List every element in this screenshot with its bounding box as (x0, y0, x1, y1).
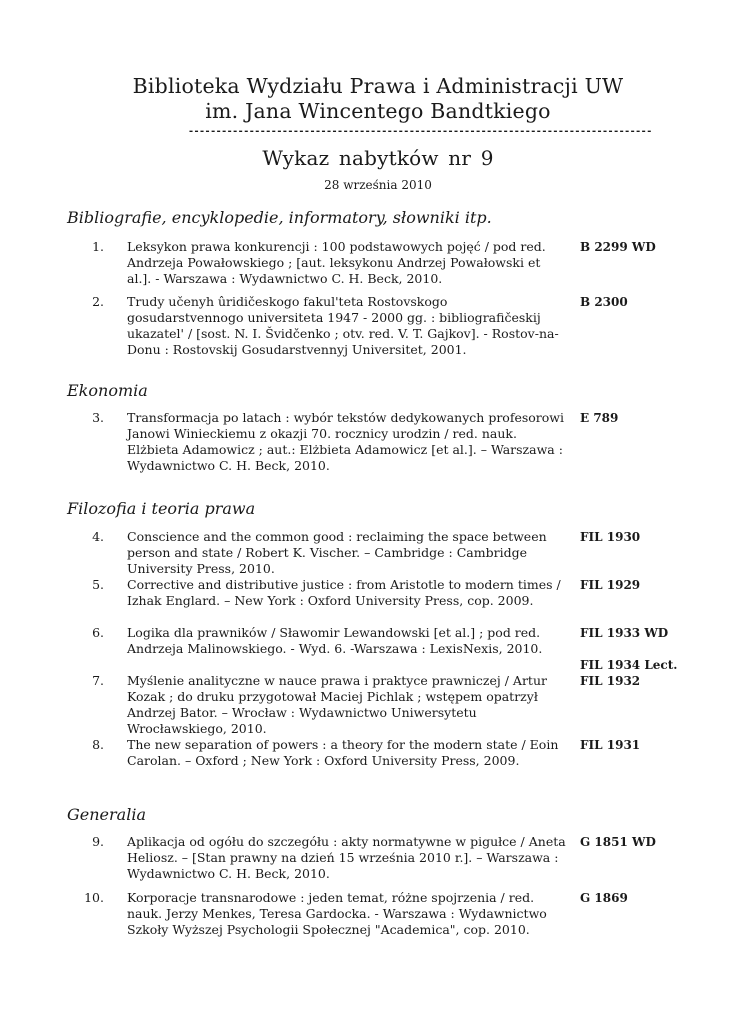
entry-description: Myślenie analityczne w nauce prawa i praktyce prawniczej / Artur Kozak ; do druku przygotował Maciej Pichlak ; wstępem opatrzył Andrzej Bator. – Wrocław : Wydawnictwo Uniwersytetu Wrocławskiego, 2010. (127, 673, 547, 736)
list-title: Wykaz nabytków nr 9 (262, 146, 494, 170)
entry-description: Logika dla prawników / Sławomir Lewandowski [et al.] ; pod red. Andrzeja Malinowskiego. - Wyd. 6. -Warszawa : LexisNexis, 2010. (127, 625, 543, 656)
entry-number: 3. (92, 410, 104, 425)
entry-number: 6. (92, 625, 104, 640)
section-heading-filozofia: Filozofia i teoria prawa (67, 499, 256, 518)
entry-number: 10. (84, 890, 104, 905)
entry-signature: B 2300 (580, 295, 628, 309)
entry-signature-secondary: FIL 1934 Lect. (580, 658, 678, 672)
entry-description: Aplikacja od ogółu do szczegółu : akty normatywne w pigułce / Aneta Heliosz. – [Stan prawny na dzień 15 września 2010 r.]. – Warszawa : Wydawnictwo C. H. Beck, 2010. (127, 834, 566, 881)
library-title: Biblioteka Wydziału Prawa i Administracji UW (132, 74, 624, 98)
section-heading-generalia: Generalia (67, 805, 146, 824)
entry-description: Conscience and the common good : reclaiming the space between person and state / Robert K. Vischer. – Cambridge : Cambridge University Press, 2010. (127, 529, 547, 576)
entry-signature: FIL 1930 (580, 530, 641, 544)
entry-number: 4. (92, 529, 104, 544)
entry-signature: G 1851 WD (580, 835, 656, 849)
entry-signature: FIL 1933 WD (580, 626, 669, 640)
title-separator: ------------------------------------------------------------------------------------ (188, 126, 652, 137)
entry-signature: B 2299 WD (580, 240, 656, 254)
entry-description: The new separation of powers : a theory for the modern state / Eoin Carolan. – Oxford ; New York : Oxford University Press, 2009. (127, 737, 559, 768)
entry-signature: G 1869 (580, 891, 628, 905)
entry-signature: FIL 1929 (580, 578, 641, 592)
entry-number: 9. (92, 834, 104, 849)
list-date: 28 września 2010 (324, 178, 432, 192)
section-heading-bibliografie: Bibliografie, encyklopedie, informatory, słowniki itp. (67, 208, 492, 227)
entry-description: Korporacje transnarodowe : jeden temat, różne spojrzenia / red. nauk. Jerzy Menkes, Teresa Gardocka. - Warszawa : Wydawnictwo Szkoły Wyższej Psychologii Społecznej "Academica", cop. 2010. (127, 890, 547, 937)
entry-signature: E 789 (580, 411, 619, 425)
entry-signature: FIL 1932 (580, 674, 641, 688)
entry-number: 2. (92, 294, 104, 309)
entry-number: 7. (92, 673, 104, 688)
entry-description: Leksykon prawa konkurencji : 100 podstawowych pojęć / pod red. Andrzeja Powałowskiego ; [aut. leksykonu Andrzej Powałowski et al.]. - Warszawa : Wydawnictwo C. H. Beck, 2010. (127, 239, 546, 286)
entry-description: Trudy učenyh ûridičeskogo fakul'teta Rostovskogo gosudarstvennogo universiteta 1947 - 2000 gg. : bibliografičeskij ukazatel' / [sost. N. I. Švidčenko ; otv. red. V. T. Gajkov]. - Rostov-na-Donu : Rostovskij Gosudarstvennyj Universitet, 2001. (127, 294, 559, 357)
section-heading-ekonomia: Ekonomia (67, 381, 148, 400)
entry-description: Corrective and distributive justice : from Aristotle to modern times / Izhak Englard. – New York : Oxford University Press, cop. 2009. (127, 577, 561, 608)
entry-signature: FIL 1931 (580, 738, 641, 752)
entry-number: 1. (92, 239, 104, 254)
entry-description: Transformacja po latach : wybór tekstów dedykowanych profesorowi Janowi Winieckiemu z okazji 70. rocznicy urodzin / red. nauk. Elżbieta Adamowicz ; aut.: Elżbieta Adamowicz [et al.]. – Warszawa : Wydawnictwo C. H. Beck, 2010. (127, 410, 564, 473)
entry-number: 5. (92, 577, 104, 592)
library-subtitle: im. Jana Wincentego Bandtkiego (205, 99, 551, 123)
entry-number: 8. (92, 737, 104, 752)
